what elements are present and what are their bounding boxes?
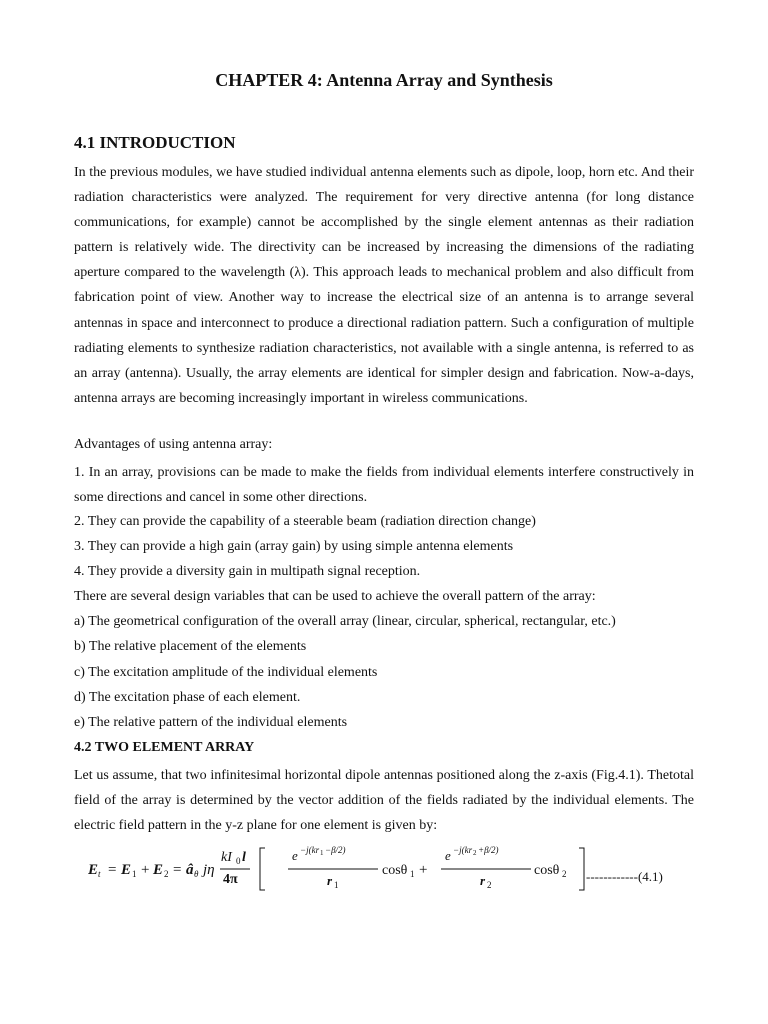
design-variable-b: b) The relative placement of the elements [74,639,307,654]
svg-text:1: 1 [334,880,339,890]
chapter-title: CHAPTER 4: Antenna Array and Synthesis [215,70,553,90]
svg-text:−j(kr: −j(kr [453,845,473,855]
svg-text:1: 1 [132,869,137,879]
svg-text:1: 1 [320,849,324,857]
design-variables-intro: There are several design variables that can be used to achieve the overall pattern of the array: [74,589,596,604]
section-heading-introduction: 4.1 INTRODUCTION [74,133,236,152]
svg-text:r: r [327,873,333,888]
svg-text:=: = [173,862,182,878]
svg-text:2: 2 [473,849,477,857]
svg-text:E: E [88,862,99,878]
svg-text:e: e [292,848,298,863]
svg-text:l: l [242,850,246,865]
equation-4-1 [88,842,694,894]
svg-text:+: + [141,862,150,878]
svg-text:â: â [186,862,194,878]
design-variable-d: d) The excitation phase of each element. [74,690,301,705]
svg-text:0: 0 [236,856,241,866]
svg-text:+: + [419,862,428,878]
svg-text:r: r [480,873,486,888]
equation-label: ------------(4.1) [586,869,663,884]
svg-text:kI: kI [221,850,232,865]
svg-text:−j(kr: −j(kr [300,845,320,855]
advantage-item-2: 2. They can provide the capability of a steerable beam (radiation direction change) [74,514,536,529]
svg-text:t: t [98,869,101,879]
introduction-paragraph: In the previous modules, we have studied individual antenna elements such as dipole, loop, horn etc. And their radiation characteristics were analyzed. The requirement for very directive antenna (for long distance communications, for example) cannot be accomplished by the single element antennas as their radiation pattern is relatively wide. The directivity can be increased by increasing the dimensions of the radiating aperture compared to the wavelength (λ). This approach leads to mechanical problem and also difficult from fabrication point of view. Another way to increase the electrical size of an antenna is to arrange several antennas in space and interconnect to produce a directional radiation pattern. Such a configuration of multiple radiating elements to synthesize radiation characteristics, not available with a single antenna, is referred to as an array (antenna). Usually, the array elements are identical for simpler design and fabrication. Now-a-days, antenna arrays are becoming increasingly important in wireless communications. [74,165,694,406]
svg-text:E: E [121,862,132,878]
design-variable-e: e) The relative pattern of the individual elements [74,715,348,730]
svg-text:cosθ: cosθ [534,863,560,878]
design-variable-c: c) The excitation amplitude of the individual elements [74,665,378,680]
advantage-item-1: 1. In an array, provisions can be made to make the fields from individual elements interfere constructively in some directions and cancel in some other directions. [74,465,694,506]
svg-text:2: 2 [164,869,169,879]
svg-text:2: 2 [487,880,492,890]
design-variable-a: a) The geometrical configuration of the overall array (linear, circular, spherical, rectangular, etc.) [74,614,616,629]
svg-text:θ: θ [194,869,199,879]
advantage-item-3: 3. They can provide a high gain (array gain) by using simple antenna elements [74,539,514,554]
section-heading-two-element-array: 4.2 TWO ELEMENT ARRAY [74,740,255,755]
svg-text:1: 1 [410,869,415,879]
svg-text:e: e [445,848,451,863]
svg-text:2: 2 [562,869,567,879]
two-element-paragraph: Let us assume, that two infinitesimal horizontal dipole antennas positioned along the z-axis (Fig.4.1). Thetotal field of the array is determined by the vector addition of the fields radiated by the individual elements. The electric field pattern in the y-z plane for one element is given by: [74,768,694,834]
svg-text:E: E [153,862,164,878]
svg-text:=: = [108,862,117,878]
svg-text:4π: 4π [223,872,238,887]
advantages-heading: Advantages of using antenna array: [74,437,273,452]
svg-text:jη: jη [203,862,215,878]
svg-text:cosθ: cosθ [382,863,408,878]
svg-text:+β/2): +β/2) [478,845,499,855]
advantage-item-4: 4. They provide a diversity gain in multipath signal reception. [74,564,421,579]
svg-text:−β/2): −β/2) [325,845,346,855]
